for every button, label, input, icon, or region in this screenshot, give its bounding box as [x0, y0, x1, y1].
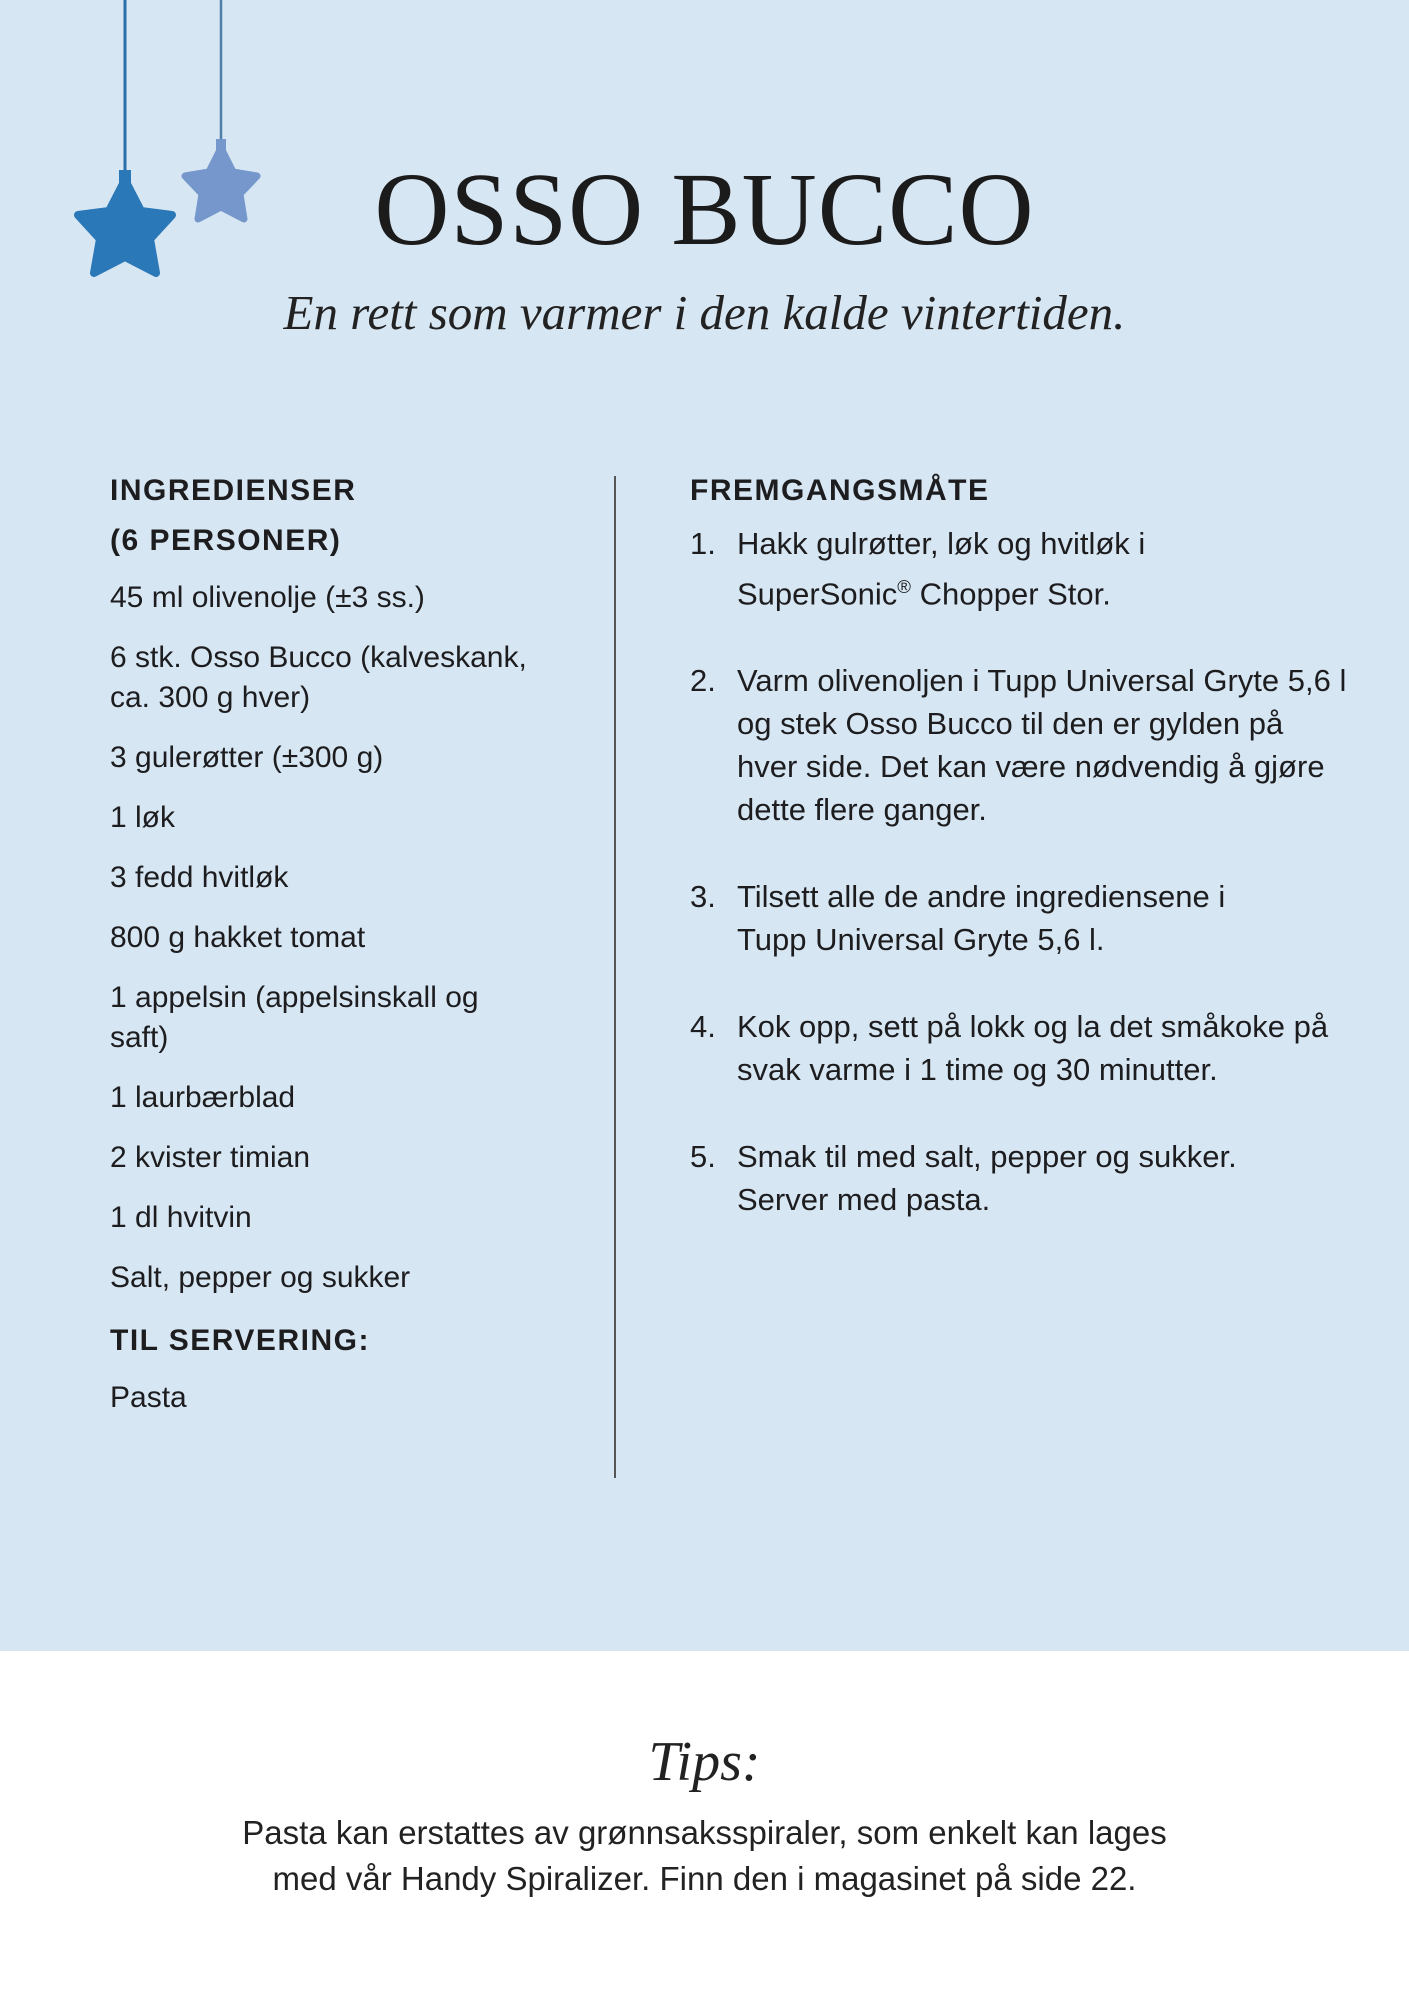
recipe-subtitle: En rett som varmer i den kalde vintertiden.: [283, 285, 1126, 340]
method-step: [690, 1005, 1350, 1091]
step-number: 3.: [690, 879, 716, 915]
step-number: 2.: [690, 663, 716, 699]
recipe-title: OSSO BUCCO: [374, 152, 1035, 267]
ingredient-item: 1 løk: [110, 801, 176, 834]
ingredient-item: 3 gulerøtter (±300 g): [110, 741, 384, 774]
column-divider: [614, 476, 616, 1478]
tips-text: [0, 1810, 1409, 1902]
ingredient-item: 800 g hakket tomat: [110, 921, 366, 954]
method-step: [690, 659, 1350, 831]
method-step: [690, 875, 1350, 961]
step-text: [737, 522, 1217, 615]
ingredient-item: 3 fedd hvitløk: [110, 861, 289, 894]
ingredient-item: Salt, pepper og sukker: [110, 1261, 411, 1294]
step-text: Varm olivenoljen i Tupp Universal Gryte 5,6 l og stek Osso Bucco til den er gylden på hver side. Det kan være nødvendig å gjøre dette flere ganger.: [737, 663, 1347, 828]
method-heading: FREMGANGSMÅTE: [690, 474, 990, 507]
step-number: 5.: [690, 1139, 716, 1175]
method-step: [690, 522, 1350, 615]
tips-line: Pasta kan erstattes av grønnsaksspiraler, som enkelt kan lages: [242, 1814, 1167, 1851]
serving-heading: TIL SERVERING:: [110, 1324, 370, 1357]
ingredients-heading: INGREDIENSER: [110, 474, 357, 507]
step-text-part: Hakk gulrøtter, løk og hvitløk i SuperSonic: [737, 526, 1146, 612]
ingredient-item: 1 appelsin (appelsinskall og saft): [110, 981, 479, 1054]
step-number: 1.: [690, 526, 716, 561]
tips-line: med vår Handy Spiralizer. Finn den i magasinet på side 22.: [272, 1860, 1137, 1897]
step-number: 4.: [690, 1009, 716, 1045]
ingredient-item: 45 ml olivenolje (±3 ss.): [110, 581, 425, 614]
serving-item: Pasta: [110, 1381, 187, 1414]
tips-heading: Tips:: [648, 1731, 761, 1793]
step-text: Kok opp, sett på lokk og la det småkoke på svak varme i 1 time og 30 minutter.: [737, 1009, 1329, 1088]
step-text: Smak til med salt, pepper og sukker. Server med pasta.: [737, 1139, 1237, 1218]
ingredient-item: 6 stk. Osso Bucco (kalveskank, ca. 300 g hver): [110, 641, 527, 714]
servings-heading: (6 PERSONER): [110, 524, 342, 557]
step-text-part: Chopper Stor.: [910, 576, 1111, 612]
step-text: Tilsett alle de andre ingrediensene i Tupp Universal Gryte 5,6 l.: [737, 879, 1226, 958]
method-step: [690, 1135, 1350, 1221]
registered-mark: ®: [897, 576, 911, 597]
ingredient-item: 2 kvister timian: [110, 1141, 311, 1174]
method-column: [690, 466, 1350, 1265]
ingredient-item: 1 laurbærblad: [110, 1081, 296, 1114]
ingredient-item: 1 dl hvitvin: [110, 1201, 252, 1234]
ingredients-column: [110, 466, 590, 1418]
